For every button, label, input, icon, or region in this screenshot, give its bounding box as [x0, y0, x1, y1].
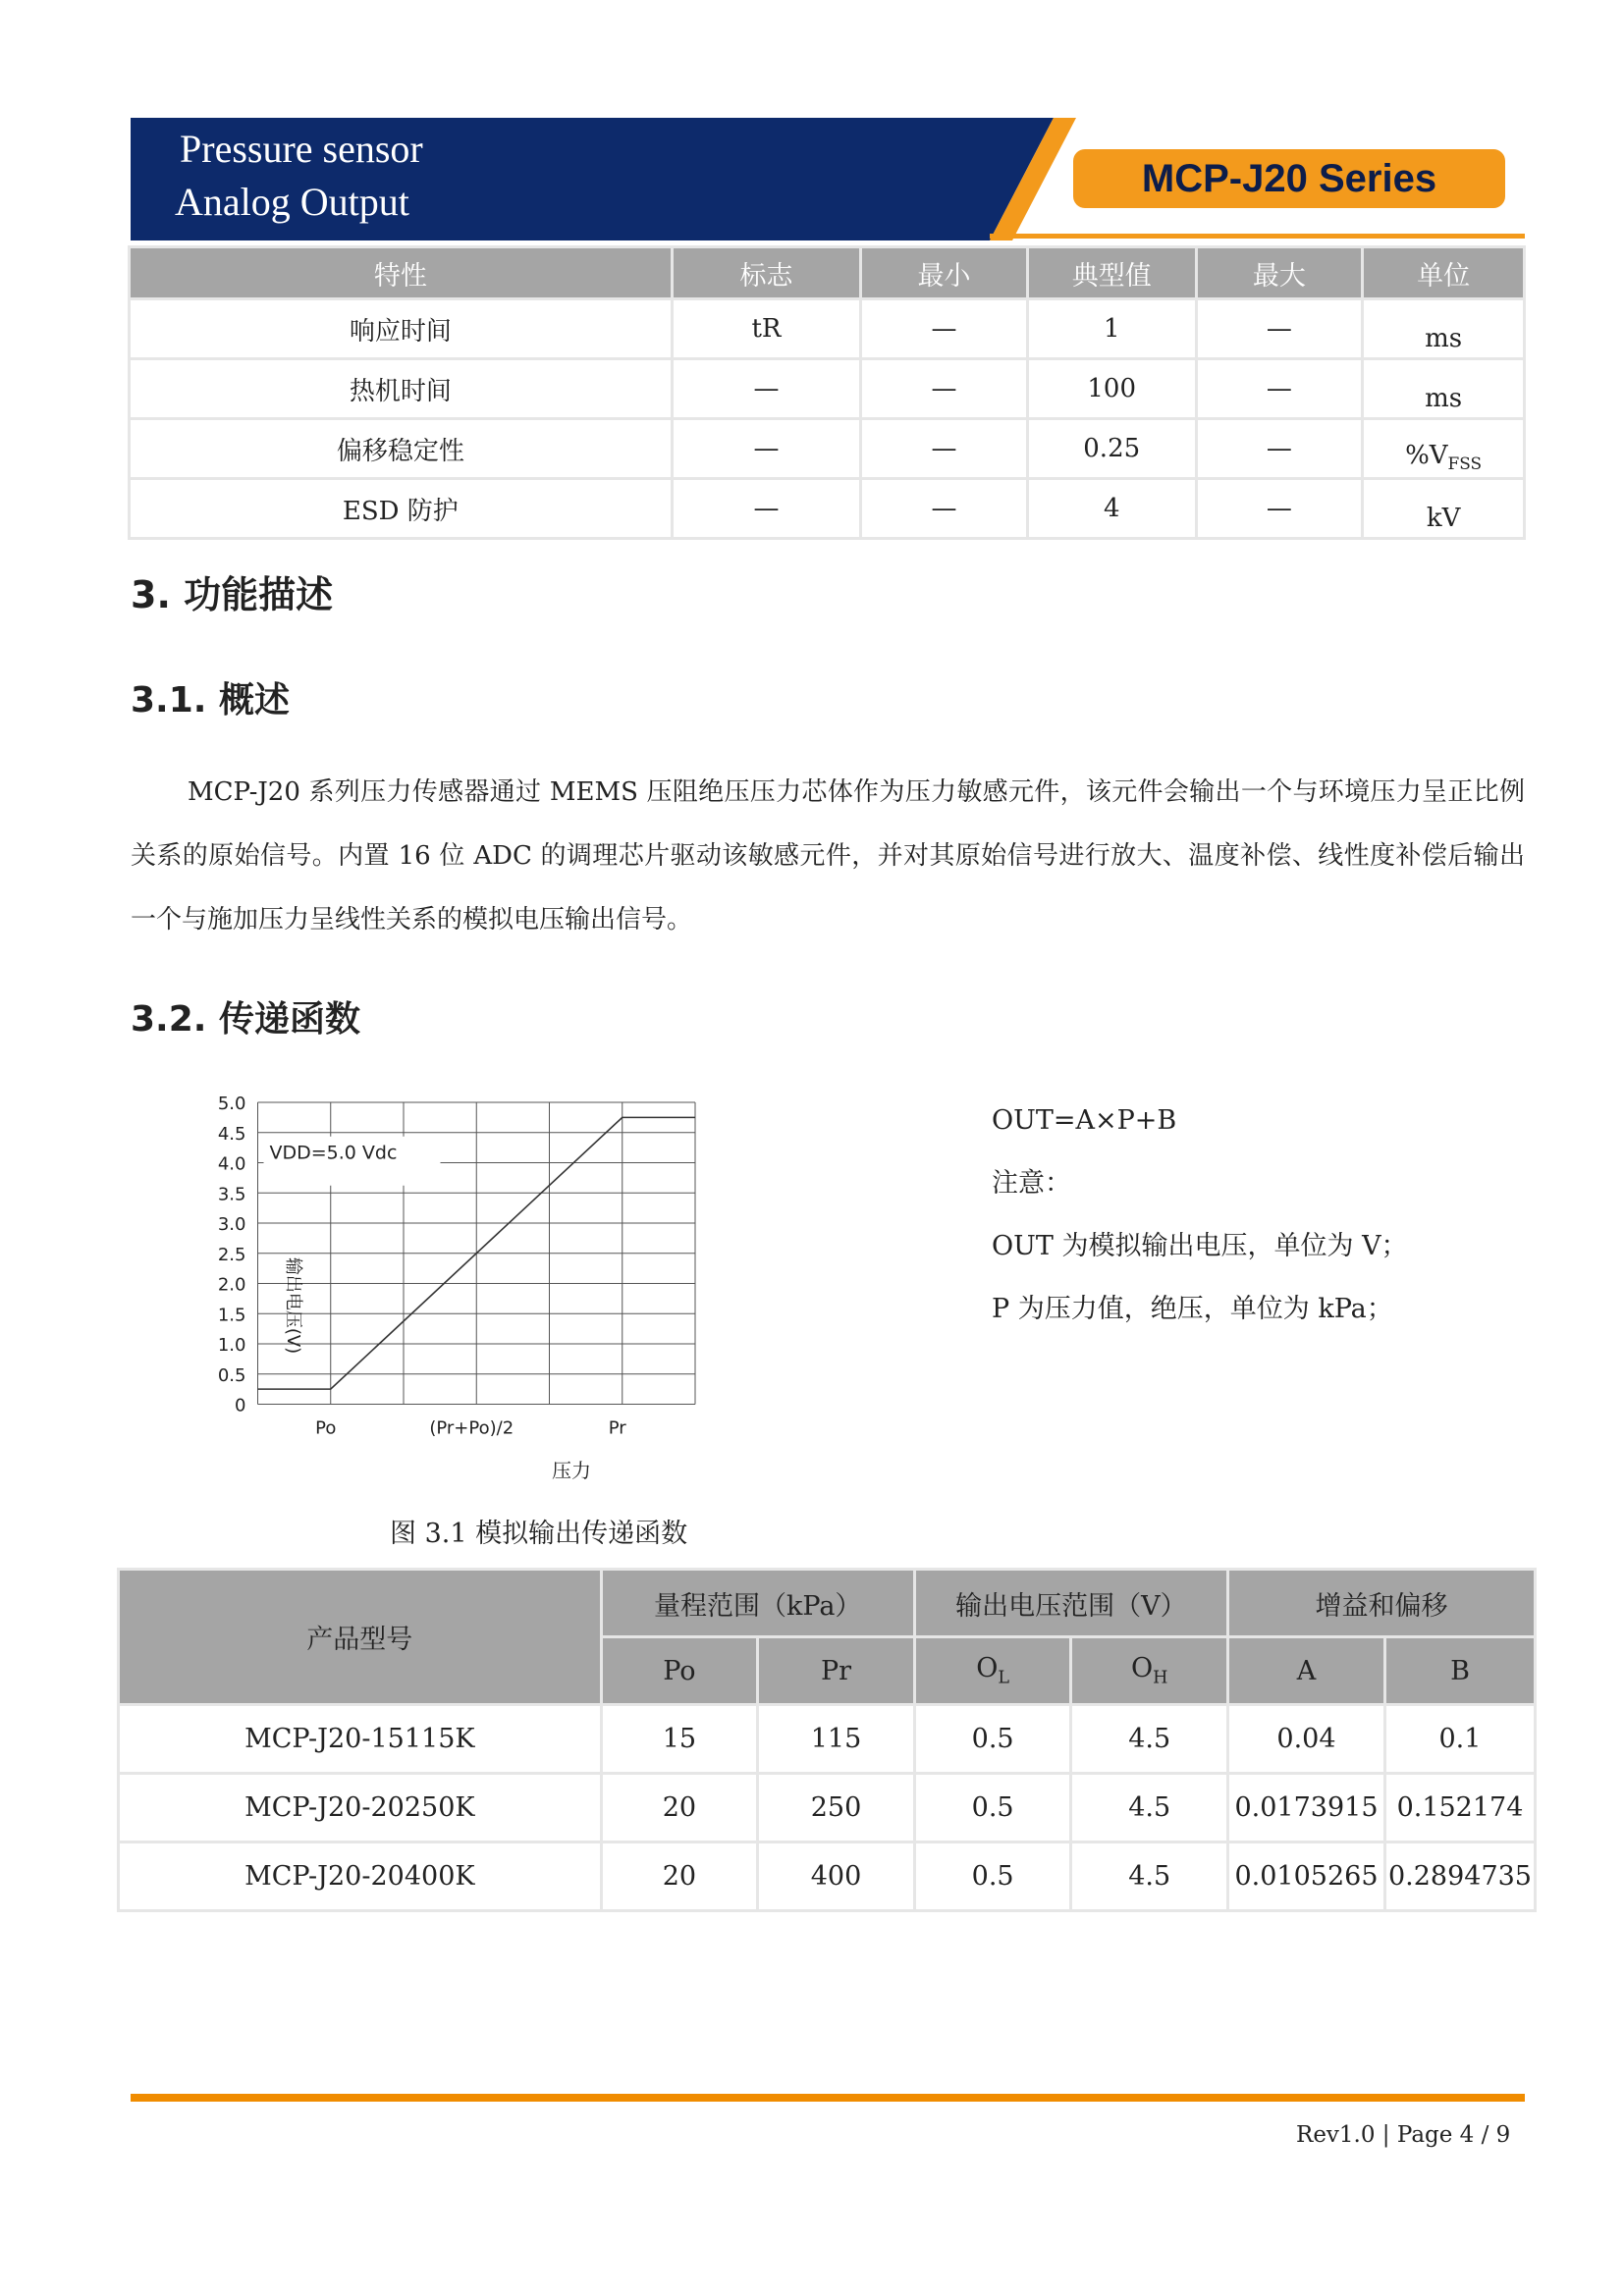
spec-cell-unit: ms [1363, 359, 1525, 419]
oh-main: O [1131, 1653, 1154, 1684]
model-cell: MCP-J20-20250K [119, 1774, 602, 1842]
po-cell: 20 [601, 1774, 758, 1842]
overview-paragraph: MCP-J20 系列压力传感器通过 MEMS 压阻绝压压力芯体作为压力敏感元件，该元件会输出一个与环境压力呈正比例关系的原始信号。内置 16 位 ADC 的调理芯片驱动该敏感元件，并对其原始信号进行放大、温度补偿、线性度补偿后输出一个与施加压力呈线性关系的模拟电压输出信号。 [131, 777, 1525, 934]
po-cell: 20 [601, 1842, 758, 1911]
note-out: OUT 为模拟输出电压，单位为 V； [992, 1231, 1408, 1261]
ol-cell: 0.5 [914, 1705, 1071, 1774]
model-subheader-po: Po [601, 1637, 758, 1705]
unit-subscript: FSS [1447, 454, 1483, 473]
a-cell: 0.0105265 [1228, 1842, 1385, 1911]
table-row [119, 1705, 1536, 1774]
series-badge: MCP-J20 Series [1073, 149, 1505, 208]
chart-y-tick-label: 2.5 [217, 1244, 246, 1265]
table-row [130, 419, 1525, 479]
spec-cell-max: — [1196, 419, 1363, 479]
model-header-voltage: 输出电压范围（V） [914, 1570, 1227, 1637]
chart-y-tick-label: 3.5 [217, 1184, 246, 1205]
chart-x-tick-label: Pr [608, 1417, 626, 1439]
formula-equation: OUT=A×P+B [992, 1105, 1177, 1136]
model-subheader-b: B [1384, 1637, 1535, 1705]
ol-main: O [976, 1653, 999, 1684]
model-header-range: 量程范围（kPa） [601, 1570, 914, 1637]
spec-cell-min: — [861, 299, 1028, 359]
spec-cell-min: — [861, 359, 1028, 419]
spec-header-cell: 最小 [861, 247, 1028, 299]
spec-cell-unit: ms [1363, 299, 1525, 359]
chart-y-tick-label: 4.5 [217, 1123, 246, 1145]
oh-cell: 4.5 [1071, 1705, 1228, 1774]
header-title-line1: Pressure sensor [180, 127, 423, 171]
spec-cell-typ: 4 [1027, 479, 1196, 539]
chart-x-ticks [315, 1418, 626, 1439]
chart-x-tick-label: Po [315, 1417, 337, 1439]
spec-cell-min: — [861, 479, 1028, 539]
spec-header-cell: 特性 [130, 247, 673, 299]
spec-cell-max: — [1196, 479, 1363, 539]
note-label: 注意： [992, 1168, 1071, 1199]
model-header-row [119, 1570, 1536, 1637]
spec-cell-name: 响应时间 [130, 299, 673, 359]
table-row [130, 479, 1525, 539]
spec-header-cell: 典型值 [1027, 247, 1196, 299]
header-title-line2: Analog Output [175, 180, 409, 224]
unit-main: %V [1405, 440, 1448, 470]
chart-x-tick-label: (Pr+Po)/2 [429, 1417, 514, 1439]
transfer-function-chart [217, 1085, 839, 1497]
model-table [117, 1568, 1537, 1912]
page-footer: Rev1.0 | Page 4 / 9 [1296, 2122, 1511, 2148]
chart-y-tick-label: 1.5 [217, 1305, 246, 1326]
b-cell: 0.2894735 [1384, 1842, 1535, 1911]
spec-table [128, 245, 1526, 540]
model-subheader-pr: Pr [758, 1637, 915, 1705]
a-cell: 0.04 [1228, 1705, 1385, 1774]
model-subheader-oh [1071, 1637, 1228, 1705]
spec-cell-unit [1363, 419, 1525, 479]
ol-sub: L [998, 1668, 1010, 1688]
spec-cell-symbol: tR [672, 299, 861, 359]
formula-notes [992, 1090, 1408, 1341]
spec-cell-name: 偏移稳定性 [130, 419, 673, 479]
spec-cell-max: — [1196, 359, 1363, 419]
chart-y-label: 输出电压(V) [283, 1256, 303, 1355]
spec-cell-name: ESD 防护 [130, 479, 673, 539]
chart-y-ticks [218, 1094, 246, 1416]
spec-cell-typ: 100 [1027, 359, 1196, 419]
header-banner [131, 118, 1525, 240]
chart-y-tick-label: 4.0 [217, 1153, 246, 1175]
footer-rule [131, 2094, 1525, 2102]
spec-cell-unit: kV [1363, 479, 1525, 539]
spec-cell-symbol: — [672, 359, 861, 419]
figure-caption: 图 3.1 模拟输出传递函数 [390, 1519, 688, 1549]
spec-header-cell: 单位 [1363, 247, 1525, 299]
model-subheader-a: A [1228, 1637, 1385, 1705]
section-3-2-title: 3.2. 传递函数 [131, 999, 360, 1040]
ol-cell: 0.5 [914, 1842, 1071, 1911]
model-subheader-ol [914, 1637, 1071, 1705]
spec-cell-min: — [861, 419, 1028, 479]
pr-cell: 115 [758, 1705, 915, 1774]
oh-cell: 4.5 [1071, 1774, 1228, 1842]
b-cell: 0.152174 [1384, 1774, 1535, 1842]
table-row [130, 359, 1525, 419]
spec-cell-name: 热机时间 [130, 359, 673, 419]
po-cell: 15 [601, 1705, 758, 1774]
spec-cell-typ: 1 [1027, 299, 1196, 359]
chart-y-tick-label: 2.0 [217, 1274, 246, 1296]
table-row [130, 299, 1525, 359]
spec-header-row [130, 247, 1525, 299]
spec-cell-max: — [1196, 299, 1363, 359]
note-p: P 为压力值，绝压，单位为 kPa； [992, 1294, 1393, 1324]
model-cell: MCP-J20-20400K [119, 1842, 602, 1911]
spec-cell-typ: 0.25 [1027, 419, 1196, 479]
b-cell: 0.1 [1384, 1705, 1535, 1774]
chart-annotation: VDD=5.0 Vdc [269, 1142, 398, 1164]
chart-x-label: 压力 [552, 1459, 591, 1482]
spec-cell-symbol: — [672, 419, 861, 479]
section-3-title: 3. 功能描述 [131, 573, 334, 616]
spec-header-cell: 最大 [1196, 247, 1363, 299]
table-row [119, 1774, 1536, 1842]
pr-cell: 400 [758, 1842, 915, 1911]
oh-cell: 4.5 [1071, 1842, 1228, 1911]
spec-cell-symbol: — [672, 479, 861, 539]
pr-cell: 250 [758, 1774, 915, 1842]
model-header-gain: 增益和偏移 [1228, 1570, 1536, 1637]
chart-y-tick-label: 1.0 [217, 1335, 246, 1356]
chart-y-tick-label: 5.0 [217, 1094, 246, 1114]
chart-y-tick-label: 0 [235, 1395, 246, 1416]
a-cell: 0.0173915 [1228, 1774, 1385, 1842]
ol-cell: 0.5 [914, 1774, 1071, 1842]
spec-header-cell: 标志 [672, 247, 861, 299]
model-header-product: 产品型号 [119, 1570, 602, 1705]
oh-sub: H [1153, 1668, 1168, 1688]
chart-y-tick-label: 0.5 [217, 1364, 246, 1386]
section-3-1-title: 3.1. 概述 [131, 680, 290, 721]
chart-y-tick-label: 3.0 [217, 1214, 246, 1235]
table-row [119, 1842, 1536, 1911]
model-cell: MCP-J20-15115K [119, 1705, 602, 1774]
